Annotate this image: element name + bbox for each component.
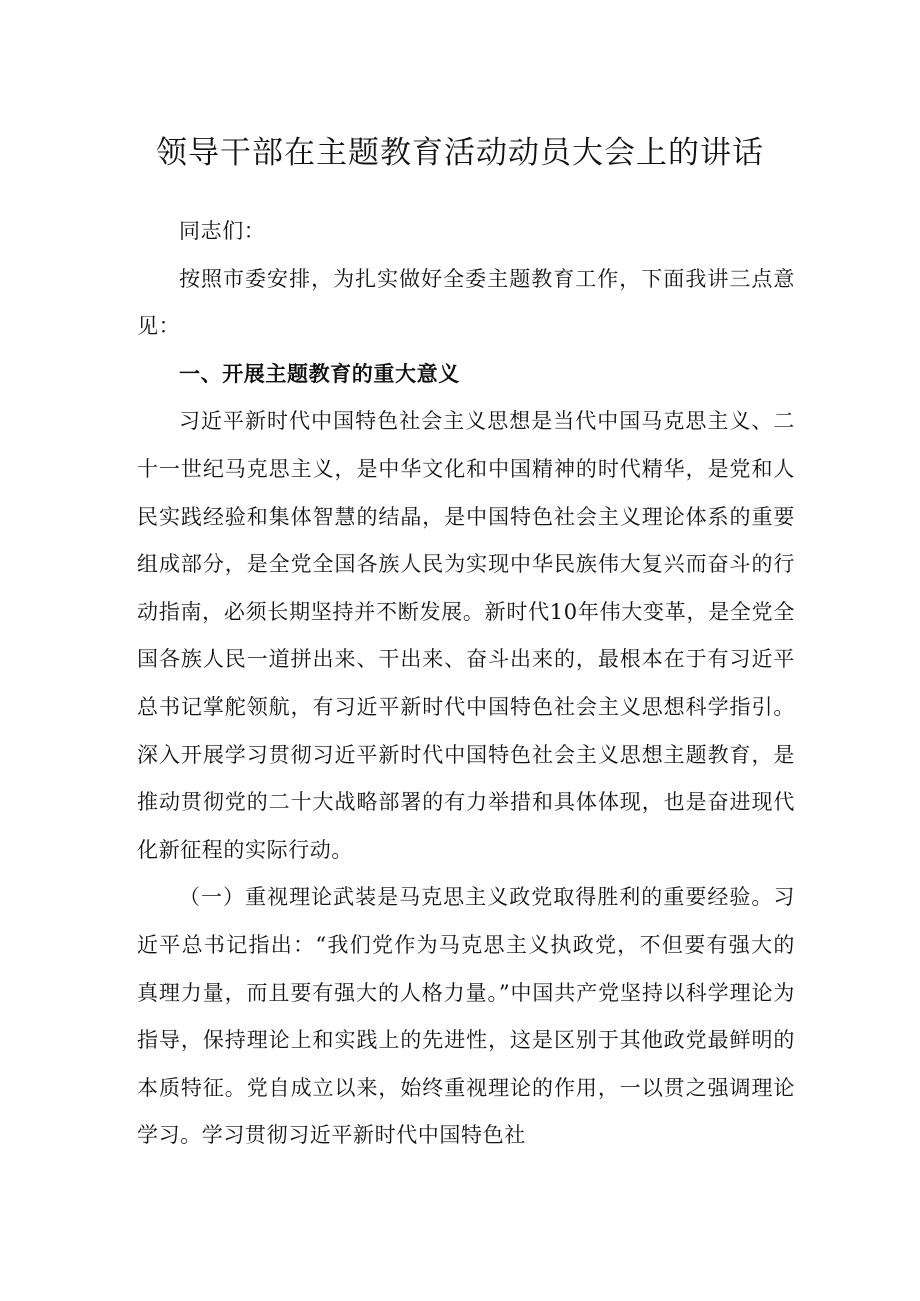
section-heading-1: 一、开展主题教育的重大意义 [179, 361, 460, 386]
salutation: 同志们： [179, 219, 266, 243]
intro-paragraph: 按照市委安排，为扎实做好全委主题教育工作，下面我讲三点意见： [137, 266, 795, 339]
subsection-1-paragraph: （一）重视理论武装是马克思主义政党取得胜利的重要经验。习近平总书记指出：“我们党作为马克思主义执政党，不但要有强大的真理力量，而且要有强大的人格力量。”中国共产党坚持以科学理论为指导，保持理论上和实践上的先进性，这是区别于其他政党最鲜明的本质特征。党自成立以来，始终重视理论的作用，一以贯之强调理论学习。学习贯彻习近平新时代中国特色社 [137, 885, 795, 1148]
section-1-paragraph: 习近平新时代中国特色社会主义思想是当代中国马克思主义、二十一世纪马克思主义，是中华文化和中国精神的时代精华，是党和人民实践经验和集体智慧的结晶，是中国特色社会主义理论体系的重要组成部分，是全党全国各族人民为实现中华民族伟大复兴而奋斗的行动指南，必须长期坚持并不断发展。新时代10年伟大变革，是全党全国各族人民一道拼出来、干出来、奋斗出来的，最根本在于有习近平总书记掌舵领航，有习近平新时代中国特色社会主义思想科学指引。深入开展学习贯彻习近平新时代中国特色社会主义思想主题教育，是推动贯彻党的二十大战略部署的有力举措和具体体现，也是奋进现代化新征程的实际行动。 [137, 409, 795, 862]
document-title: 领导干部在主题教育活动动员大会上的讲话 [156, 135, 764, 171]
document-body [137, 208, 795, 1160]
